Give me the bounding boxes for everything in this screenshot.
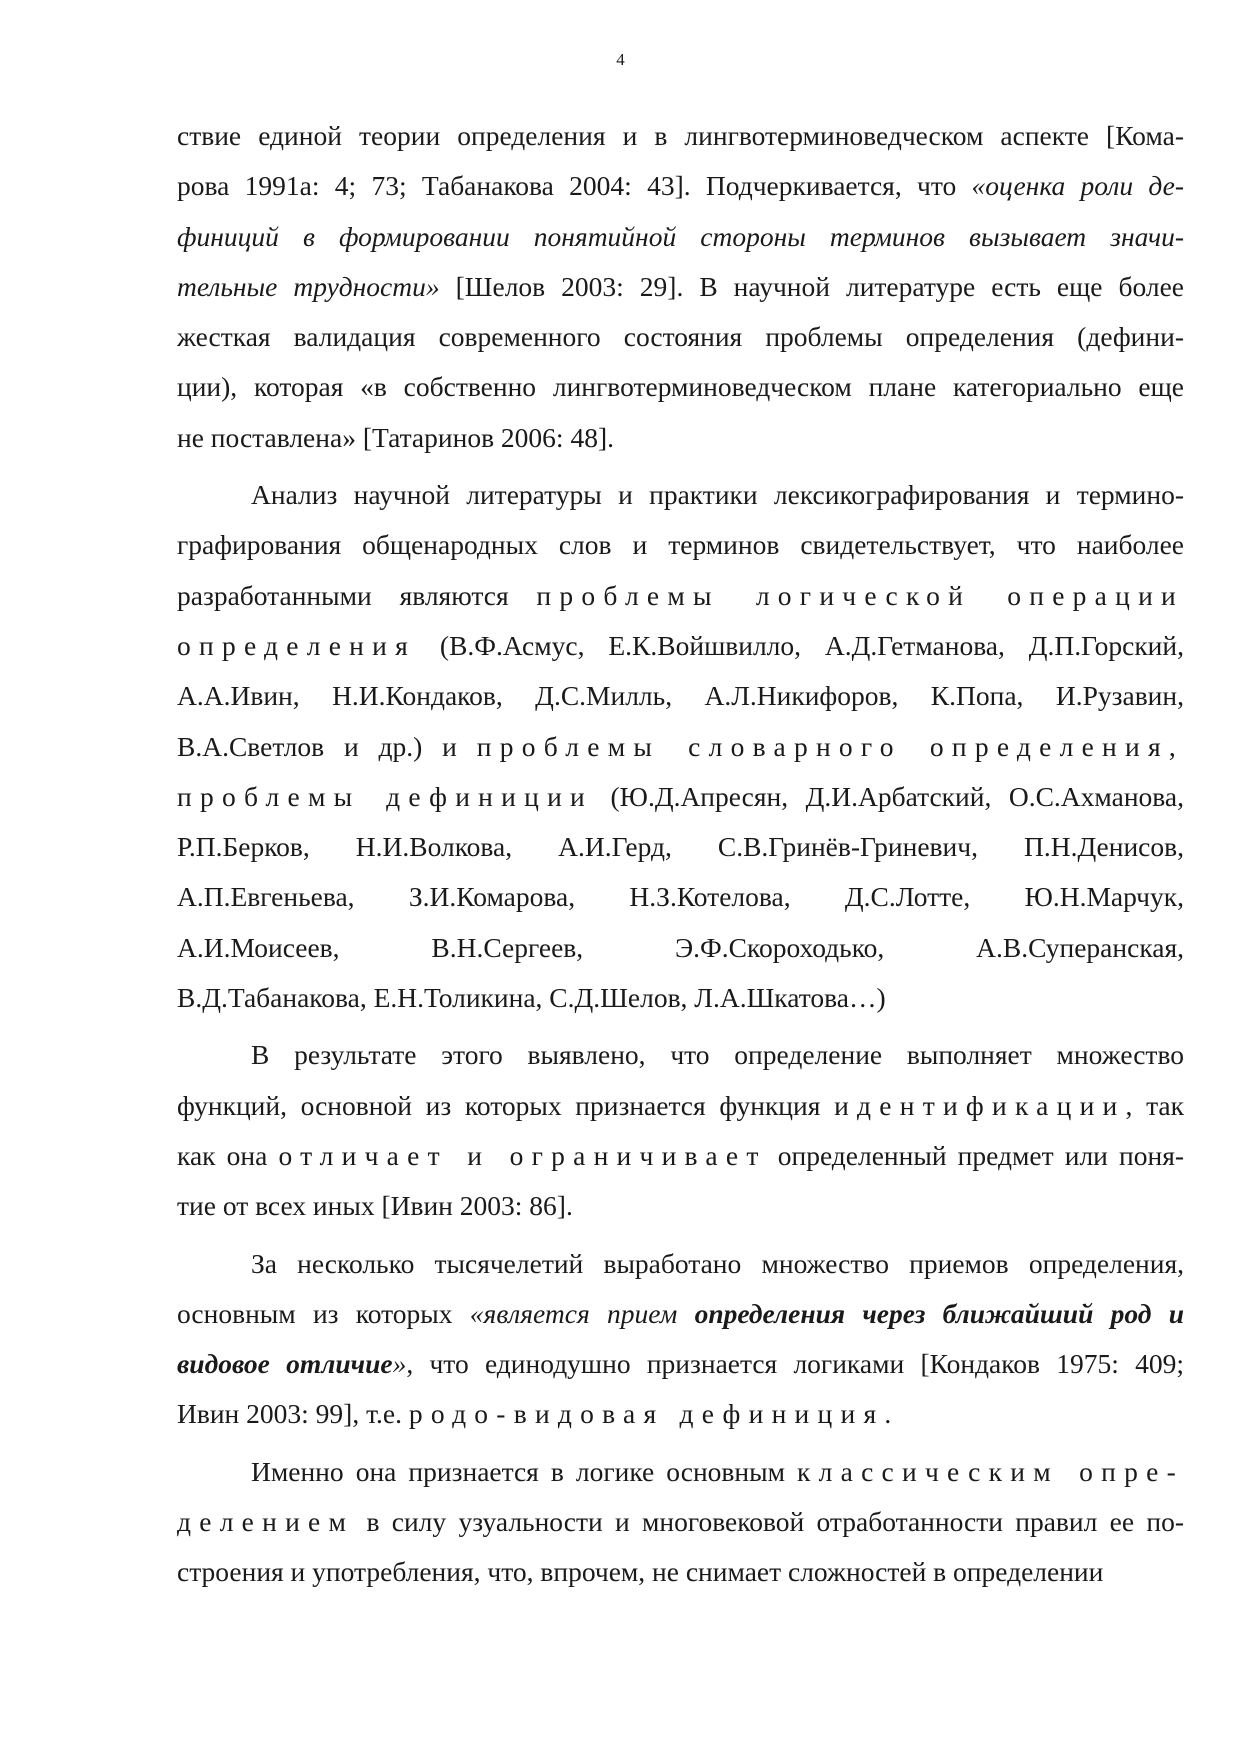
text-run: (Ю.Д.Апресян, Д.И.Арбатский, О.С.Ахманова,: [593, 780, 1184, 812]
spaced-emphasis-text: отличает и ограничивает: [278, 1139, 767, 1171]
text-run: Именно она признается в логике основным: [251, 1455, 798, 1487]
text-line: [177, 1081, 1184, 1131]
body-text: [177, 111, 1184, 1598]
spaced-emphasis-text: проблемы дефиниции: [177, 780, 593, 812]
text-line: [177, 520, 1184, 570]
text-run: рова 1991а: 4; 73; Табанакова 2004: 43]. Подчеркивается, что: [177, 170, 972, 202]
emphasis-text: финиций в формировании понятийной стороны терминов вызывает значи-: [177, 220, 1184, 252]
paragraph: [177, 111, 1184, 463]
text-run: В результате этого выявлено, что определение выполняет множество: [251, 1039, 1184, 1071]
text-line: [177, 470, 1184, 520]
text-line: [177, 1447, 1184, 1497]
text-line: [177, 1497, 1184, 1547]
emphasis-text: «оценка роли де-: [971, 170, 1184, 202]
paragraph: [177, 470, 1184, 1023]
text-line: [177, 722, 1184, 772]
paragraph: [177, 1030, 1184, 1231]
paragraph-gap: [177, 1440, 1184, 1447]
text-run: , что единодушно признается логиками [Кондаков 1975: 409;: [406, 1348, 1184, 1380]
text-line: [177, 161, 1184, 211]
text-line: [177, 772, 1184, 822]
text-line: [177, 872, 1184, 922]
text-line: [177, 571, 1184, 621]
text-line: [177, 111, 1184, 161]
text-run: В.А.Светлов и др.) и: [177, 730, 477, 762]
text-run: Анализ научной литературы и практики лексикографирования и термино-: [251, 479, 1184, 511]
text-line: [177, 1181, 1184, 1231]
text-run: строения и употребления, что, впрочем, не снимает сложностей в определении: [177, 1556, 1104, 1588]
spaced-emphasis-text: проблемы словарного определения,: [476, 730, 1184, 762]
emphasis-text: «является прием: [469, 1297, 695, 1329]
paragraph-gap: [177, 463, 1184, 470]
spaced-emphasis-text: проблемы логической операции: [536, 579, 1184, 611]
text-line: [177, 1131, 1184, 1181]
text-line: [177, 312, 1184, 362]
text-run: Ивин 2003: 99], т.е.: [177, 1398, 409, 1430]
text-line: [177, 621, 1184, 671]
spaced-emphasis-text: определения: [177, 629, 417, 661]
text-run: как она: [177, 1139, 279, 1171]
text-line: [177, 1389, 1184, 1439]
text-run: жесткая валидация современного состояния проблемы определения (дефини-: [177, 321, 1184, 353]
text-line: [177, 212, 1184, 262]
text-run: графирования общенародных слов и терминов свидетельствует, что наиболее: [177, 529, 1184, 561]
text-line: [177, 973, 1184, 1023]
text-line: [177, 1339, 1184, 1389]
text-line: [177, 822, 1184, 872]
text-run: , так: [1125, 1089, 1184, 1121]
paragraph: [177, 1447, 1184, 1598]
emphasis-text: »: [392, 1348, 407, 1380]
text-line: [177, 362, 1184, 412]
text-run: разработанными являются: [177, 579, 537, 611]
text-run: А.А.Ивин, Н.И.Кондаков, Д.С.Милль, А.Л.Никифоров, К.Попа, И.Рузавин,: [177, 680, 1184, 712]
page-number: 4: [616, 50, 625, 69]
paragraph: [177, 1239, 1184, 1440]
text-run: функций, основной из которых признается функция: [177, 1089, 835, 1121]
emphasis-text: тельные трудности»: [177, 270, 440, 302]
paragraph-gap: [177, 1232, 1184, 1239]
emphasis-text: видовое отличие: [177, 1348, 393, 1380]
text-run: А.П.Евгеньева, З.И.Комарова, Н.З.Котелова, Д.С.Лотте, Ю.Н.Марчук,: [177, 881, 1184, 913]
text-run: основным из которых: [177, 1297, 470, 1329]
text-line: [177, 1289, 1184, 1339]
text-run: [Шелов 2003: 29]. В научной литературе есть еще более: [439, 270, 1184, 302]
text-run: А.И.Моисеев, В.Н.Сергеев, Э.Ф.Скороходько, А.В.Суперанская,: [177, 931, 1184, 963]
spaced-emphasis-text: идентификации: [834, 1089, 1126, 1121]
text-line: [177, 1239, 1184, 1289]
text-run: определенный предмет или поня-: [766, 1139, 1184, 1171]
emphasis-text: определения через ближайший род и: [694, 1297, 1184, 1329]
text-line: [177, 262, 1184, 312]
text-line: [177, 413, 1184, 463]
text-line: [177, 1547, 1184, 1597]
text-run: не поставлена» [Татаринов 2006: 48].: [177, 421, 614, 453]
text-run: В.Д.Табанакова, Е.Н.Толикина, С.Д.Шелов, Л.А.Шкатова…): [177, 982, 886, 1014]
text-run: Р.П.Берков, Н.И.Волкова, А.И.Герд, С.В.Гринёв-Гриневич, П.Н.Денисов,: [177, 831, 1184, 863]
spaced-emphasis-text: классическим опре-: [797, 1455, 1184, 1487]
text-run: ции), которая «в собственно лингвотерминоведческом плане категориально еще: [177, 371, 1184, 403]
text-run: (В.Ф.Асмус, Е.К.Войшвилло, А.Д.Гетманова, Д.П.Горский,: [416, 629, 1184, 661]
text-line: [177, 671, 1184, 721]
spaced-emphasis-text: родо-видовая дефиниция.: [408, 1398, 900, 1430]
paragraph-gap: [177, 1023, 1184, 1030]
text-run: ствие единой теории определения и в лингвотерминоведческом аспекте [Кома-: [177, 120, 1184, 151]
text-run: в силу узуальности и многовековой отработанности правил ее по-: [354, 1506, 1184, 1538]
spaced-emphasis-text: делением: [177, 1506, 355, 1538]
text-line: [177, 923, 1184, 973]
text-run: тие от всех иных [Ивин 2003: 86].: [177, 1190, 573, 1222]
text-line: [177, 1030, 1184, 1080]
text-run: За несколько тысячелетий выработано множество приемов определения,: [251, 1247, 1184, 1279]
